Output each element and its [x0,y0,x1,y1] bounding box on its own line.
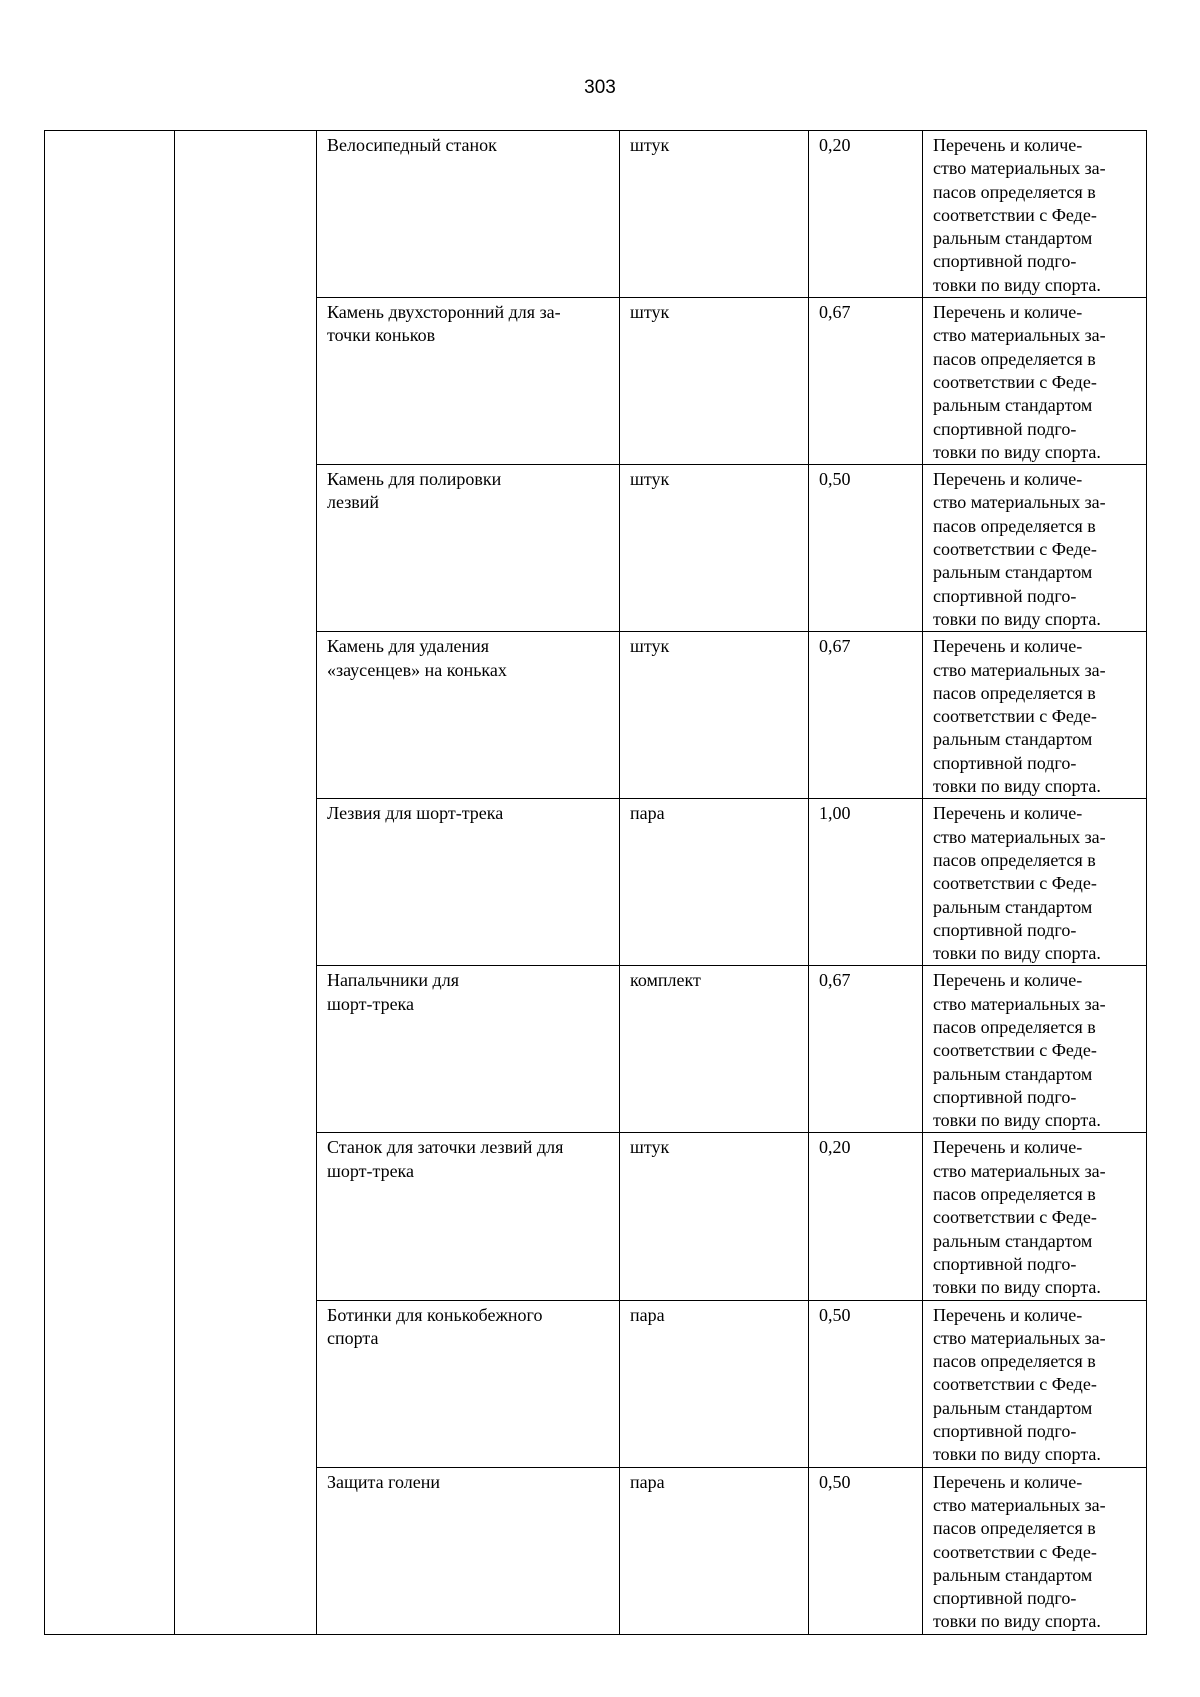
note-line: спортивной подго- [933,919,1077,940]
note-line: товки по виду спорта. [933,608,1101,629]
note-line: спортивной подго- [933,418,1077,439]
note-line: пасов определяется в [933,181,1096,202]
note-line: пасов определяется в [933,348,1096,369]
note-line: ральным стандартом [933,1063,1093,1084]
note-line: пасов определяется в [933,849,1096,870]
note-line: ральным стандартом [933,562,1093,583]
item-name-line: точки коньков [327,325,436,346]
note-line: товки по виду спорта. [933,776,1101,797]
item-name-line: Камень двухсторонний для за- [327,302,561,323]
note-line: Перечень и количе- [933,469,1083,490]
note-line: ство материальных за- [933,325,1106,346]
note-cell [923,966,1147,1133]
unit-cell: пара [620,1300,809,1467]
note-line: Перечень и количе- [933,1471,1083,1492]
note-line: пасов определяется в [933,1351,1096,1372]
note-line: ральным стандартом [933,896,1093,917]
equipment-table [44,130,1147,1635]
note-line: товки по виду спорта. [933,1611,1101,1632]
note-line: соответствии с Феде- [933,1040,1097,1061]
note-line: Перечень и количе- [933,302,1083,323]
item-name-cell [317,465,620,632]
unit-cell: штук [620,298,809,465]
note-line: ство материальных за- [933,659,1106,680]
note-line: спортивной подго- [933,251,1077,272]
note-line: ральным стандартом [933,395,1093,416]
item-name-line: Защита голени [327,1471,441,1492]
note-line: ральным стандартом [933,729,1093,750]
item-name-cell [317,799,620,966]
note-line: спортивной подго- [933,1253,1077,1274]
quantity-cell: 0,20 [809,131,923,298]
quantity-cell: 0,67 [809,298,923,465]
quantity-cell: 0,67 [809,632,923,799]
note-line: ство материальных за- [933,492,1106,513]
item-name-line: Лезвия для шорт-трека [327,803,504,824]
item-name-line: шорт-трека [327,993,415,1014]
note-line: пасов определяется в [933,682,1096,703]
note-line: спортивной подго- [933,585,1077,606]
note-line: Перечень и количе- [933,135,1083,155]
note-line: соответствии с Феде- [933,539,1097,560]
item-name-cell [317,632,620,799]
note-line: спортивной подго- [933,1421,1077,1442]
note-line: спортивной подго- [933,752,1077,773]
note-cell [923,1467,1147,1634]
item-name-line: шорт-трека [327,1160,415,1181]
note-line: пасов определяется в [933,515,1096,536]
note-line: ральным стандартом [933,1564,1093,1585]
note-line: спортивной подго- [933,1086,1077,1107]
note-line: ство материальных за- [933,158,1106,179]
note-line: ство материальных за- [933,1327,1106,1348]
note-cell [923,1300,1147,1467]
note-line: ральным стандартом [933,1230,1093,1251]
blank-merged-cell-1 [45,131,175,1635]
note-cell [923,1133,1147,1300]
note-line: ство материальных за- [933,1494,1106,1515]
item-name-line: Ботинки для конькобежного [327,1304,543,1325]
page-number: 303 [584,77,616,98]
note-line: соответствии с Феде- [933,1207,1097,1228]
note-line: товки по виду спорта. [933,1277,1101,1298]
note-line: Перечень и количе- [933,1304,1083,1325]
item-name-cell [317,966,620,1133]
item-name-line: Велосипедный станок [327,135,497,155]
note-line: товки по виду спорта. [933,1110,1101,1131]
note-line: товки по виду спорта. [933,943,1101,964]
item-name-cell [317,298,620,465]
note-line: Перечень и количе- [933,1137,1083,1158]
note-line: ральным стандартом [933,1397,1093,1418]
note-line: товки по виду спорта. [933,1444,1101,1465]
note-cell [923,799,1147,966]
note-line: Перечень и количе- [933,803,1083,824]
equipment-table-body [45,131,1147,1635]
quantity-cell: 0,50 [809,465,923,632]
item-name-line: Станок для заточки лезвий для [327,1137,564,1158]
quantity-cell: 0,67 [809,966,923,1133]
unit-cell: штук [620,131,809,298]
quantity-cell: 0,50 [809,1467,923,1634]
item-name-line: лезвий [327,492,380,513]
item-name-cell [317,1300,620,1467]
note-line: ство материальных за- [933,1160,1106,1181]
note-line: соответствии с Феде- [933,204,1097,225]
note-cell [923,298,1147,465]
unit-cell: пара [620,799,809,966]
note-line: ральным стандартом [933,228,1093,249]
note-line: товки по виду спорта. [933,274,1101,295]
note-line: соответствии с Феде- [933,1374,1097,1395]
unit-cell: штук [620,632,809,799]
table-row [45,131,1147,298]
item-name-line: Камень для полировки [327,469,502,490]
note-line: спортивной подго- [933,1588,1077,1609]
item-name-line: Напальчники для [327,970,459,991]
note-cell [923,131,1147,298]
note-line: соответствии с Феде- [933,1541,1097,1562]
unit-cell: комплект [620,966,809,1133]
note-line: ство материальных за- [933,826,1106,847]
note-line: соответствии с Феде- [933,371,1097,392]
item-name-line: «заусенцев» на коньках [327,659,507,680]
note-line: пасов определяется в [933,1518,1096,1539]
quantity-cell: 0,20 [809,1133,923,1300]
item-name-line: Камень для удаления [327,636,490,657]
quantity-cell: 0,50 [809,1300,923,1467]
note-line: Перечень и количе- [933,970,1083,991]
blank-merged-cell-2 [175,131,317,1635]
item-name-line: спорта [327,1327,379,1348]
unit-cell: штук [620,1133,809,1300]
note-line: Перечень и количе- [933,636,1083,657]
note-cell [923,465,1147,632]
note-line: товки по виду спорта. [933,441,1101,462]
quantity-cell: 1,00 [809,799,923,966]
note-line: соответствии с Феде- [933,706,1097,727]
item-name-cell [317,131,620,298]
item-name-cell [317,1133,620,1300]
note-line: пасов определяется в [933,1184,1096,1205]
note-line: соответствии с Феде- [933,873,1097,894]
note-line: пасов определяется в [933,1016,1096,1037]
item-name-cell [317,1467,620,1634]
note-cell [923,632,1147,799]
note-line: ство материальных за- [933,993,1106,1014]
unit-cell: пара [620,1467,809,1634]
unit-cell: штук [620,465,809,632]
